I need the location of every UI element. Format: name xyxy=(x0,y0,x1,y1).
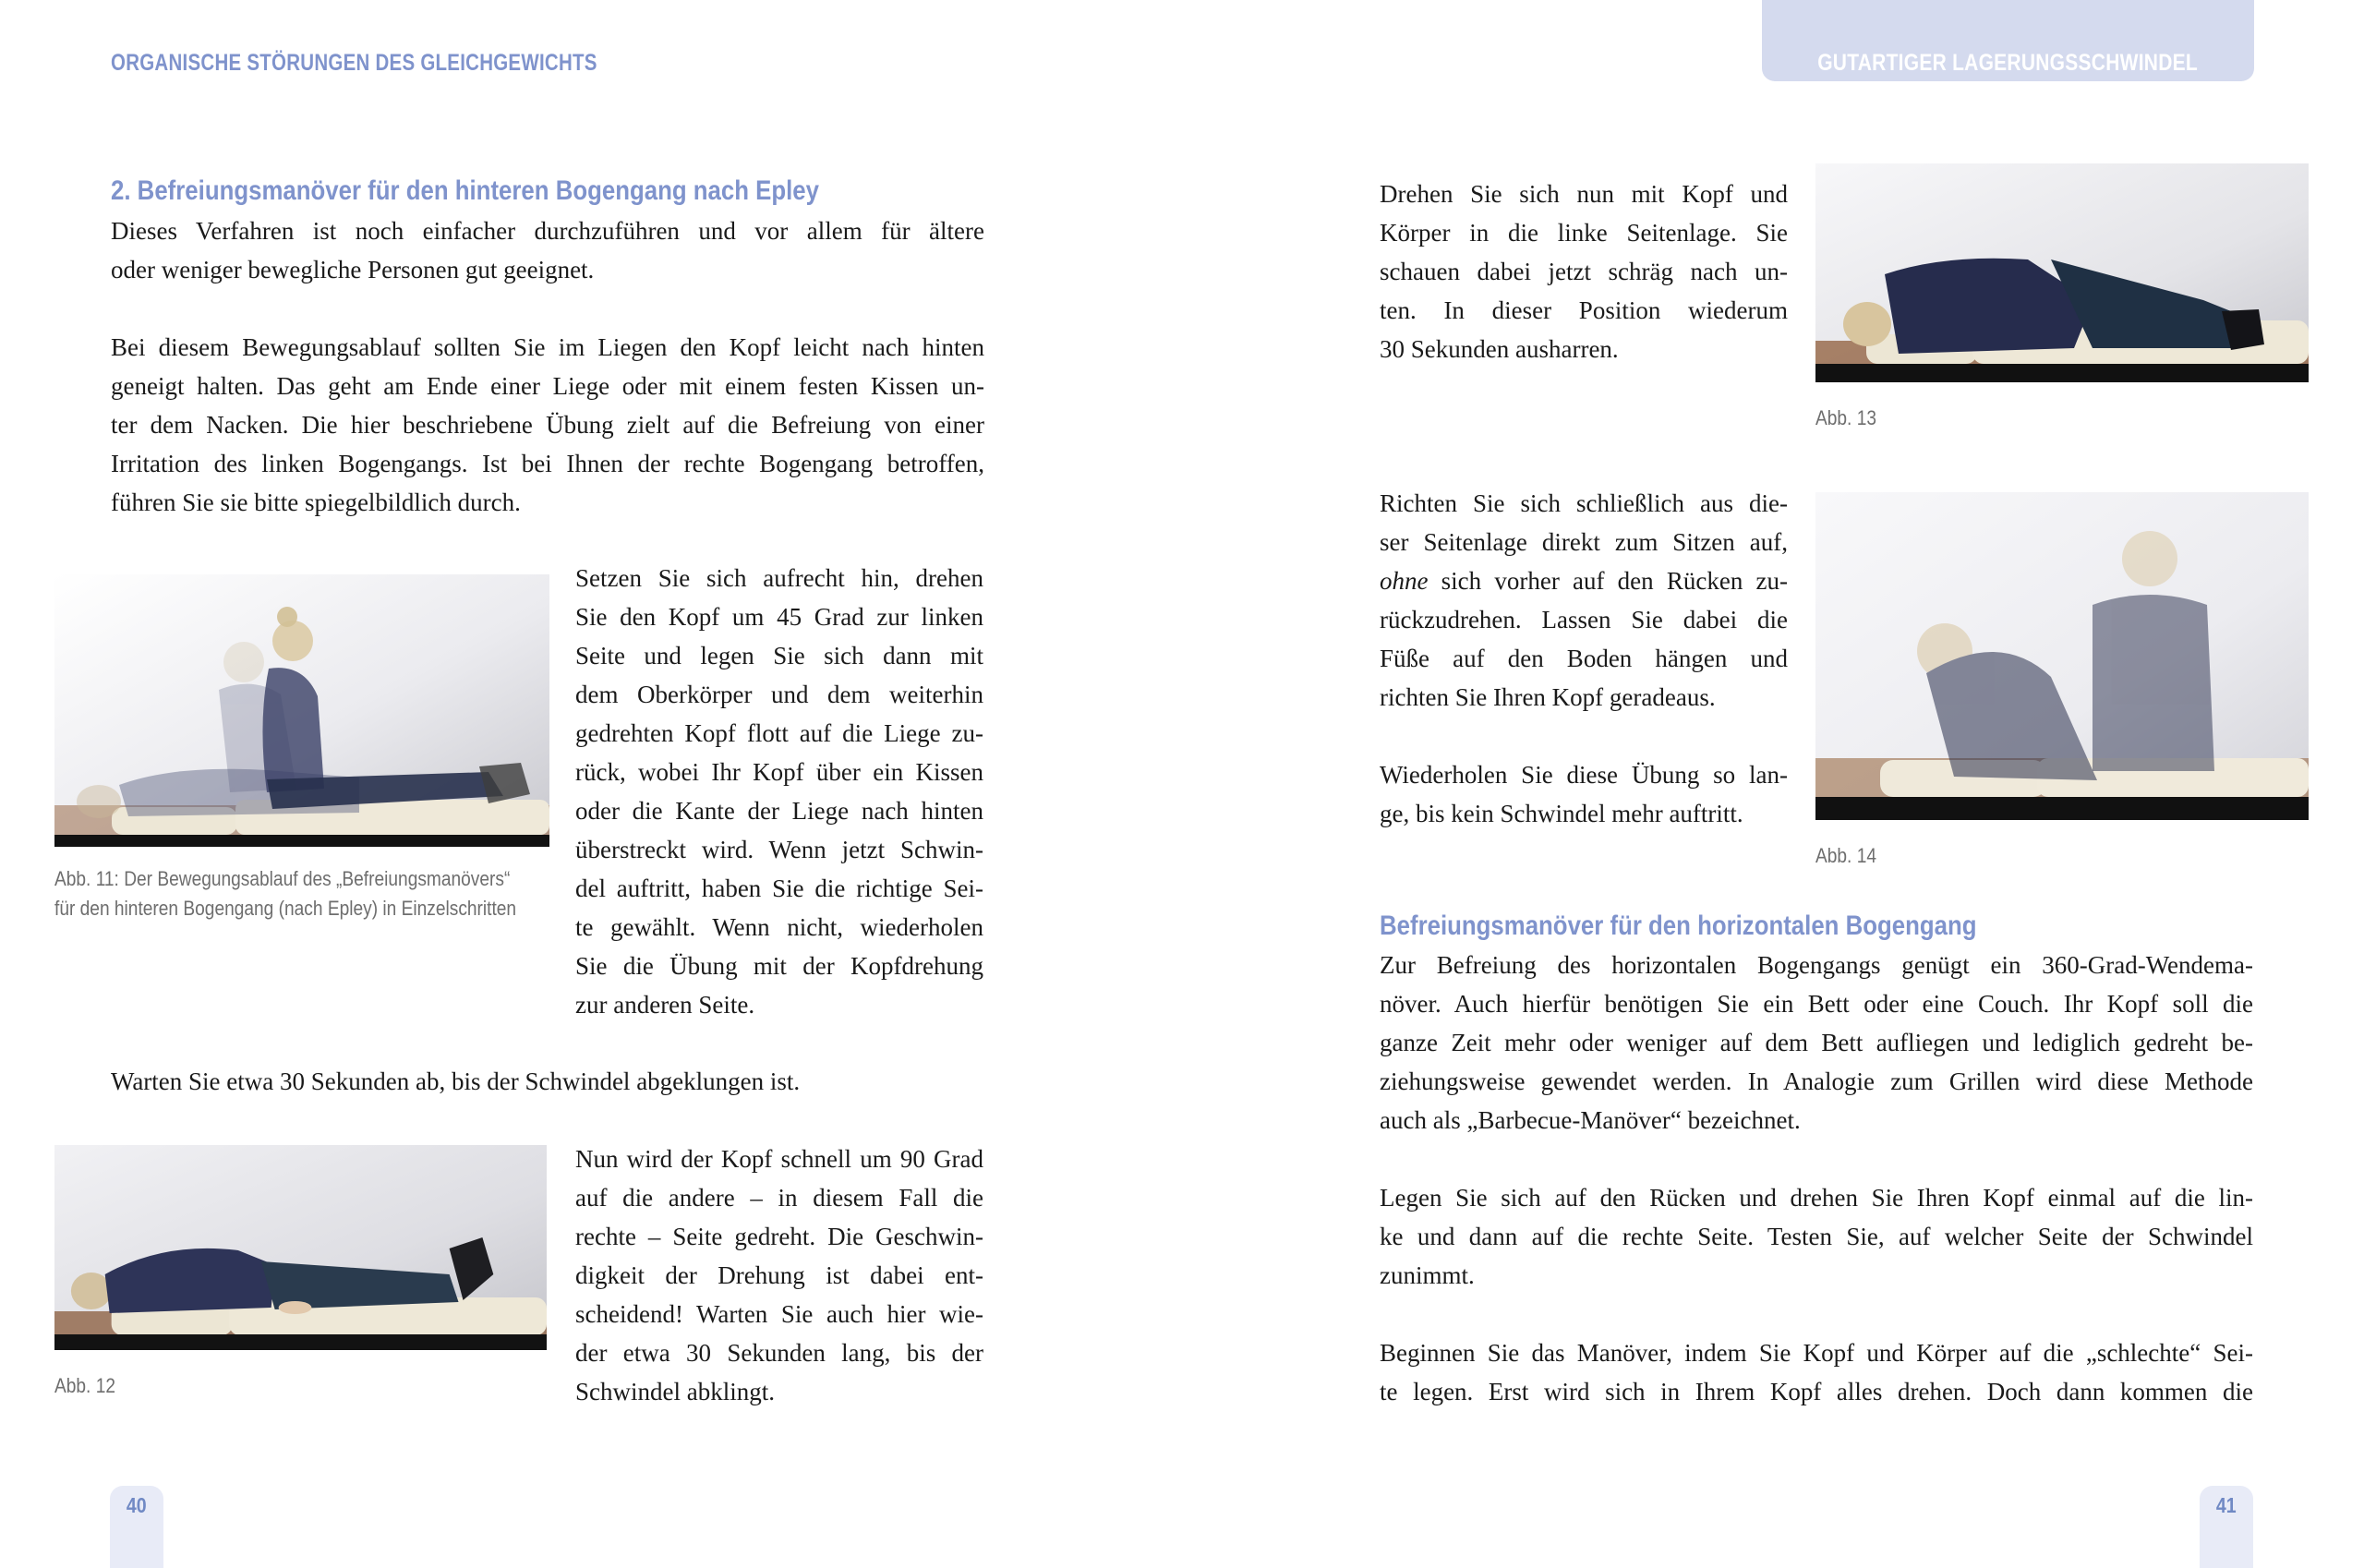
section-heading-epley-text: 2. Befreiungsmanöver für den hinteren Bogengang nach Epley xyxy=(111,175,819,206)
sitting-head xyxy=(272,621,313,661)
side-lying-head xyxy=(1843,302,1891,346)
text-line: del auftritt, haben Sie die richtige Sei- xyxy=(575,874,983,902)
upright-torso xyxy=(2093,595,2214,771)
page-number-right xyxy=(2200,1491,2253,1519)
text-line: dem Oberkörper und dem weiterhin xyxy=(575,681,983,708)
paragraph-step-2 xyxy=(575,1140,983,1411)
figure-13-illustration xyxy=(1815,163,2309,382)
paragraph-horizontal-intro xyxy=(1380,946,2253,1140)
caption-line xyxy=(1815,404,1886,433)
text-line: Seite und legen Sie sich dann mit xyxy=(575,642,983,669)
text-line: ke und dann auf die rechte Seite. Testen Sie, auf welcher Seite der Schwindel xyxy=(1380,1223,2253,1250)
bed-base xyxy=(1815,364,2309,382)
figure-13-caption xyxy=(1815,404,1886,433)
text-line: 30 Sekunden ausharren. xyxy=(1380,335,1619,363)
figure-11-photo xyxy=(54,574,549,847)
text-line: digkeit der Drehung ist dabei ent- xyxy=(575,1261,983,1289)
text-line: Zur Befreiung des horizontalen Bogengangs genügt ein 360-Grad-Wendema- xyxy=(1380,951,2253,979)
text-line: Legen Sie sich auf den Rücken und drehen Sie Ihren Kopf einmal auf die lin- xyxy=(1380,1184,2253,1212)
page-number-right-text: 41 xyxy=(2216,1493,2237,1517)
text-line: Beginnen Sie das Manöver, indem Sie Kopf und Körper auf die „schlechte“ Sei- xyxy=(1380,1339,2253,1367)
text-line: zur anderen Seite. xyxy=(575,991,755,1019)
paragraph-horizontal-test xyxy=(1380,1178,2253,1295)
text-line: Sie den Kopf um 45 Grad zur linken xyxy=(575,603,983,631)
section-heading-horizontal xyxy=(1380,910,2074,943)
text-line: te gewählt. Wenn nicht, wiederholen xyxy=(575,913,983,941)
caption-text: Abb. 12 xyxy=(54,1374,115,1397)
text-line: rechte – Seite gedreht. Die Geschwin- xyxy=(575,1223,983,1250)
caption-text: für den hinteren Bogengang (nach Epley) in Einzelschritten xyxy=(54,897,517,920)
text-line: überstreckt wird. Wenn jetzt Schwin- xyxy=(575,836,983,863)
text-line: Richten Sie sich schließlich aus die- xyxy=(1380,489,1788,517)
figure-13-photo xyxy=(1815,163,2309,382)
running-head-left-text: ORGANISCHE STÖRUNGEN DES GLEICHGEWICHTS xyxy=(111,50,597,76)
bed-base xyxy=(1815,797,2309,820)
paragraph-step-1 xyxy=(575,559,983,1024)
figure-12-illustration xyxy=(54,1145,547,1350)
text-line: ziehungsweise gewendet werden. In Analogie zum Grillen wird diese Methode xyxy=(1380,1067,2253,1095)
ghost-head xyxy=(77,785,121,818)
text-line: Dieses Verfahren ist noch einfacher durchzuführen und vor allem für ältere xyxy=(111,217,984,245)
paragraph-step-3 xyxy=(1380,175,1788,368)
caption-line xyxy=(1815,841,1886,871)
figure-14-illustration xyxy=(1815,492,2309,820)
caption-text: Abb. 14 xyxy=(1815,844,1876,867)
text-line: der etwa 30 Sekunden lang, bis der xyxy=(575,1339,983,1367)
text-line: ganze Zeit mehr oder weniger auf dem Bett aufliegen und lediglich gedreht be- xyxy=(1380,1029,2253,1056)
page-number-tab-right xyxy=(2200,1486,2253,1568)
running-head-right-text: GUTARTIGER LAGERUNGSSCHWINDEL xyxy=(1817,50,2199,76)
paragraph-wait xyxy=(111,1062,984,1101)
text-line: scheidend! Warten Sie auch hier wie- xyxy=(575,1300,983,1328)
page-number-left xyxy=(110,1491,163,1519)
text-line: rückzudrehen. Lassen Sie dabei die xyxy=(1380,606,1788,633)
text-line: ser Seitenlage direkt zum Sitzen auf, xyxy=(1380,528,1788,556)
text-line: oder die Kante der Liege nach hinten xyxy=(575,797,983,825)
text-line: rück, wobei Ihr Kopf über ein Kissen xyxy=(575,758,983,786)
text-segment: sich vorher auf den Rücken zu- xyxy=(1428,567,1788,595)
text-line: Setzen Sie sich aufrecht hin, drehen xyxy=(575,564,983,592)
section-heading-horizontal-text: Befreiungsmanöver für den horizontalen Bogengang xyxy=(1380,911,1977,941)
text-line: ter dem Nacken. Die hier beschriebene Übung zielt auf die Befreiung von einer xyxy=(111,411,984,439)
paragraph-positioning xyxy=(111,328,984,522)
figure-14-photo xyxy=(1815,492,2309,820)
paragraph-horizontal-begin xyxy=(1380,1333,2253,1411)
text-line xyxy=(1380,561,1788,600)
text-line: geneigt halten. Das geht am Ende einer Liege oder mit einem festen Kissen un- xyxy=(111,372,984,400)
lying-head xyxy=(71,1272,112,1309)
caption-text: Abb. 11: Der Bewegungsablauf des „Befreiungsmanövers“ xyxy=(54,867,511,890)
figure-11-caption xyxy=(54,864,585,923)
paragraph-step-4 xyxy=(1380,484,1788,717)
figure-12-caption xyxy=(54,1371,125,1401)
running-head-tab-right xyxy=(1762,0,2254,81)
bed-base xyxy=(54,1334,547,1350)
paragraph-repeat xyxy=(1380,755,1788,833)
text-line: ten. In dieser Position wiederum xyxy=(1380,296,1788,324)
upright-head xyxy=(2122,531,2177,586)
text-line: zunimmt. xyxy=(1380,1261,1475,1289)
hair-bun xyxy=(277,607,297,627)
text-line: Schwindel abklingt. xyxy=(575,1378,775,1405)
caption-line xyxy=(54,894,585,923)
running-head-left xyxy=(111,49,704,77)
text-line: Irritation des linken Bogengangs. Ist bei Ihnen der rechte Bogengang betroffen, xyxy=(111,450,984,477)
text-line: Nun wird der Kopf schnell um 90 Grad xyxy=(575,1145,983,1173)
text-line: Wiederholen Sie diese Übung so lan- xyxy=(1380,761,1788,789)
running-head-right xyxy=(1762,49,2254,77)
emphasis-text: ohne xyxy=(1380,567,1429,595)
text-line: gedrehten Kopf flott auf die Liege zu- xyxy=(575,719,983,747)
text-line: schauen dabei jetzt schräg nach un- xyxy=(1380,258,1788,285)
paragraph-intro xyxy=(111,211,984,289)
text-line: te legen. Erst wird sich in Ihrem Kopf alles drehen. Doch dann kommen die xyxy=(1380,1378,2253,1405)
page-number-left-text: 40 xyxy=(127,1493,147,1517)
figure-12-photo xyxy=(54,1145,547,1350)
text-line: auch als „Barbecue-Manöver“ bezeichnet. xyxy=(1380,1106,1801,1134)
text-line: Bei diesem Bewegungsablauf sollten Sie im Liegen den Kopf leicht nach hinten xyxy=(111,333,984,361)
text-line: Sie die Übung mit der Kopfdrehung xyxy=(575,952,983,980)
page-number-tab-left xyxy=(110,1486,163,1568)
text-line: ge, bis kein Schwindel mehr auftritt. xyxy=(1380,800,1743,827)
figure-14-caption xyxy=(1815,841,1886,871)
text-line: führen Sie sie bitte spiegelbildlich durch. xyxy=(111,488,521,516)
text-line: Warten Sie etwa 30 Sekunden ab, bis der Schwindel abgeklungen ist. xyxy=(111,1067,801,1095)
text-line: oder weniger bewegliche Personen gut geeignet. xyxy=(111,256,595,283)
figure-11-illustration xyxy=(54,574,549,847)
caption-line xyxy=(54,1371,125,1401)
text-line: Füße auf den Boden hängen und xyxy=(1380,645,1788,672)
caption-line xyxy=(54,864,585,894)
text-line: növer. Auch hierfür benötigen Sie ein Bett oder eine Couch. Ihr Kopf soll die xyxy=(1380,990,2253,1018)
lying-hand xyxy=(279,1301,312,1314)
caption-text: Abb. 13 xyxy=(1815,406,1876,429)
text-line: richten Sie Ihren Kopf geradeaus. xyxy=(1380,683,1716,711)
text-line: Körper in die linke Seitenlage. Sie xyxy=(1380,219,1788,247)
text-line: auf die andere – in diesem Fall die xyxy=(575,1184,983,1212)
section-heading-epley xyxy=(111,175,935,208)
text-line: Drehen Sie sich nun mit Kopf und xyxy=(1380,180,1788,208)
mid-ghost-head xyxy=(223,642,264,682)
bed-base xyxy=(54,835,549,847)
